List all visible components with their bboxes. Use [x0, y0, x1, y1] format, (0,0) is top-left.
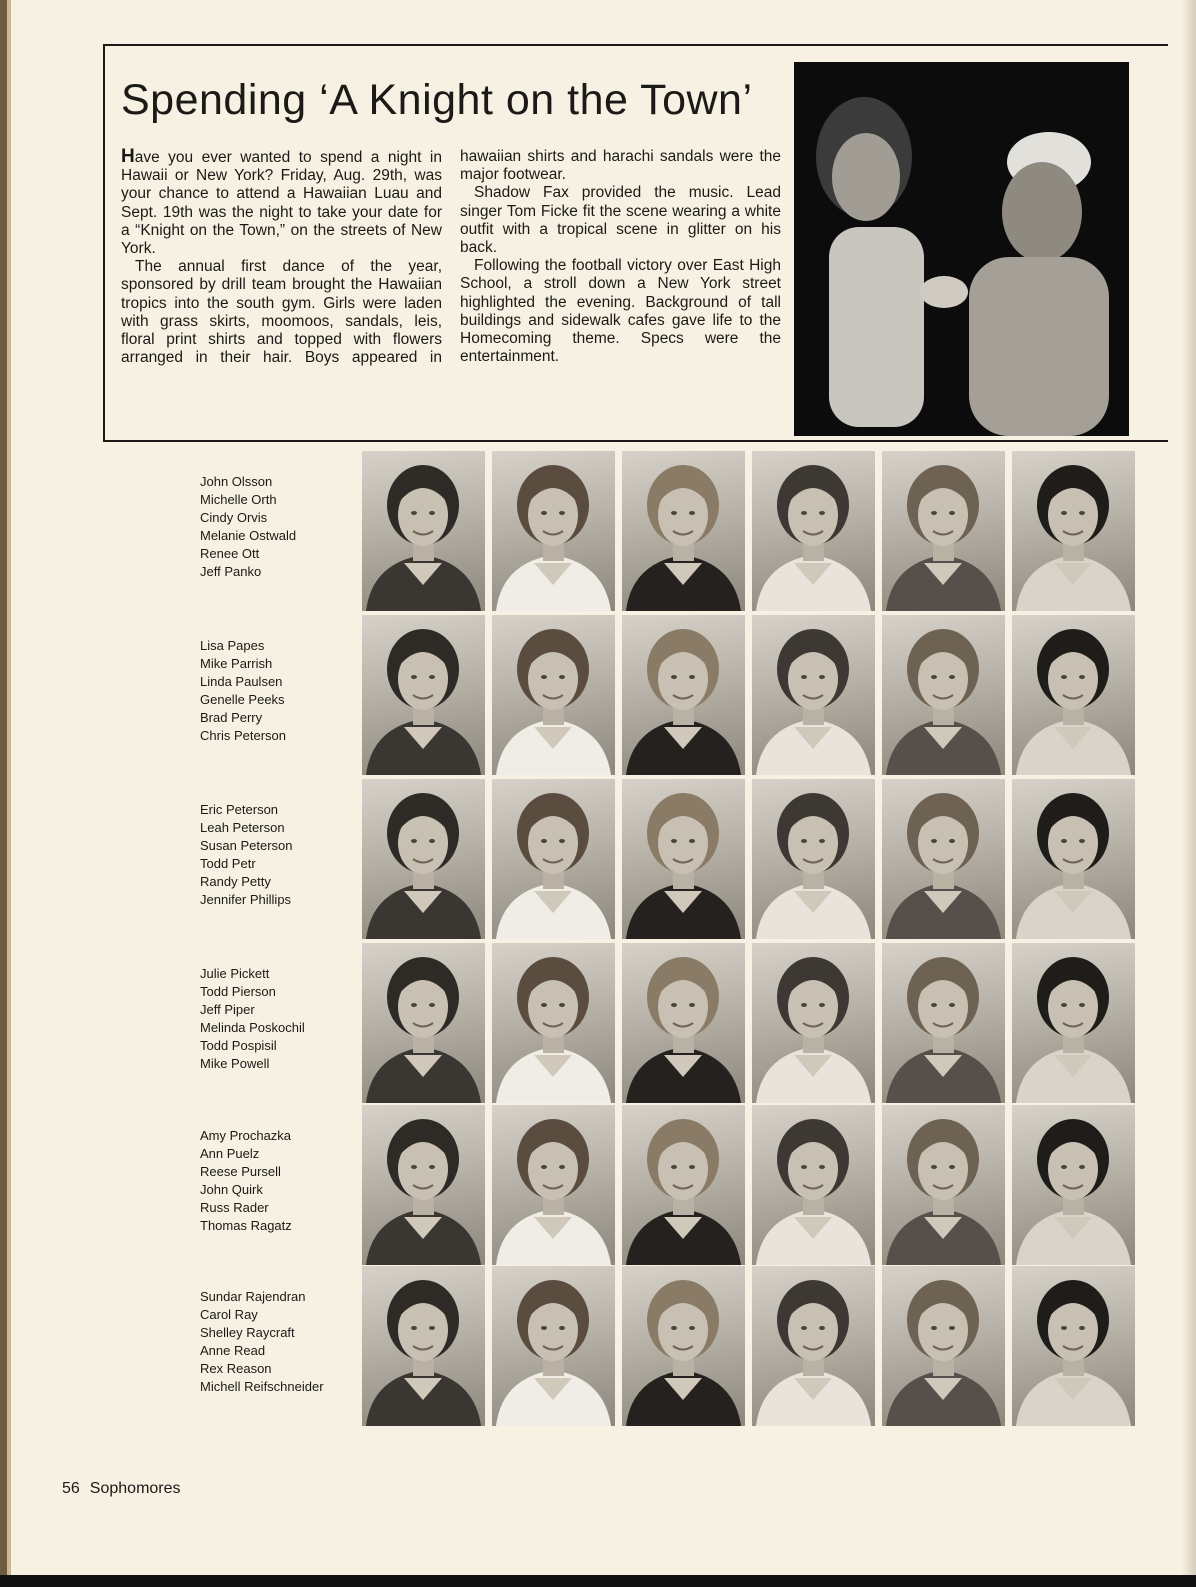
student-portrait [752, 779, 875, 939]
binding-spine [0, 0, 7, 1587]
portrait-silhouette [882, 779, 1005, 939]
student-name: Todd Pierson [200, 984, 276, 999]
name-list [200, 473, 358, 581]
portrait-silhouette [752, 1266, 875, 1426]
story-paragraph-2: The annual first dance of the year, sponsored by drill team brought the Hawaiian tropics into the south gym. Girls were laden with grass skirts, moomoos, sandals, leis, floral print shirts and topped with flowers arranged in their hair. Boys appeared in hawaiian shirts and harachi sandals were the major footwear. [121, 148, 781, 367]
portrait-silhouette [882, 451, 1005, 611]
name-list [200, 637, 358, 745]
portrait-strip [362, 451, 1135, 611]
student-portrait [1012, 615, 1135, 775]
student-portrait [362, 1105, 485, 1265]
student-portrait [622, 615, 745, 775]
portrait-silhouette [1012, 451, 1135, 611]
portrait-silhouette [1012, 1266, 1135, 1426]
student-portrait [362, 615, 485, 775]
student-portrait [882, 615, 1005, 775]
student-portrait [1012, 943, 1135, 1103]
student-name: Renee Ott [200, 546, 260, 561]
student-portrait [362, 779, 485, 939]
portrait-silhouette [622, 615, 745, 775]
student-name: Susan Peterson [200, 838, 293, 853]
student-name: Thomas Ragatz [200, 1218, 292, 1233]
page-edge-shade [1182, 0, 1196, 1587]
student-name: Sundar Rajendran [200, 1289, 306, 1304]
student-name: Randy Petty [200, 874, 271, 889]
portrait-silhouette [362, 943, 485, 1103]
portrait-silhouette [622, 1266, 745, 1426]
student-portrait [882, 779, 1005, 939]
student-portrait [492, 615, 615, 775]
portrait-silhouette [1012, 943, 1135, 1103]
dance-photo [794, 62, 1129, 436]
student-name: Cindy Orvis [200, 510, 268, 525]
page-number: 56 [62, 1480, 80, 1497]
student-name: Reese Pursell [200, 1164, 281, 1179]
portrait-silhouette [492, 1105, 615, 1265]
portrait-row-1 [200, 451, 1135, 611]
name-list [200, 965, 358, 1073]
student-name: Brad Perry [200, 710, 263, 725]
student-portrait [882, 451, 1005, 611]
student-portrait [1012, 451, 1135, 611]
student-name: Eric Peterson [200, 802, 279, 817]
portrait-silhouette [362, 1105, 485, 1265]
student-portrait [622, 1105, 745, 1265]
portrait-silhouette [1012, 779, 1135, 939]
portrait-silhouette [492, 1266, 615, 1426]
portrait-silhouette [882, 1266, 1005, 1426]
story-paragraph-4: Following the football victory over East High School, a stroll down a New York street highlighted the evening. Background of tall buildings and sidewalk cafes gave life to the Homecoming theme. Specs were the entertainment. [460, 257, 781, 366]
portrait-strip [362, 943, 1135, 1103]
student-portrait [882, 943, 1005, 1103]
portrait-silhouette [1012, 1105, 1135, 1265]
portrait-silhouette [752, 779, 875, 939]
student-name: John Quirk [200, 1182, 263, 1197]
student-name: Mike Parrish [200, 656, 273, 671]
student-name: Rex Reason [200, 1361, 272, 1376]
name-list [200, 1288, 358, 1396]
portrait-silhouette [622, 451, 745, 611]
binding-gutter [7, 0, 11, 1587]
portrait-strip [362, 615, 1135, 775]
student-name: Julie Pickett [200, 966, 270, 981]
student-portrait [362, 451, 485, 611]
section-name: Sophomores [89, 1480, 181, 1497]
story-dropcap: H [121, 146, 135, 167]
student-portrait [752, 1105, 875, 1265]
student-portrait [752, 615, 875, 775]
name-list [200, 801, 358, 909]
story-paragraph-3: Shadow Fax provided the music. Lead singer Tom Ficke fit the scene wearing a white outfit with a tropical scene in glitter on his back. [460, 184, 781, 257]
student-name: Anne Read [200, 1343, 266, 1358]
student-portrait [752, 943, 875, 1103]
student-portrait [882, 1266, 1005, 1426]
portrait-silhouette [492, 615, 615, 775]
student-name: Shelley Raycraft [200, 1325, 295, 1340]
feature-headline: Spending ‘A Knight on the Town’ [121, 76, 753, 124]
student-portrait [492, 779, 615, 939]
student-name: Todd Petr [200, 856, 256, 871]
student-portrait [492, 451, 615, 611]
portrait-row-6 [200, 1266, 1135, 1426]
feature-story-text [121, 148, 781, 367]
portrait-strip [362, 1105, 1135, 1265]
portrait-strip [362, 779, 1135, 939]
student-portrait [492, 1105, 615, 1265]
portrait-silhouette [362, 1266, 485, 1426]
portrait-row-5 [200, 1105, 1135, 1265]
portrait-silhouette [882, 615, 1005, 775]
page-bottom-edge [0, 1575, 1196, 1587]
student-portrait [752, 451, 875, 611]
student-name: Jennifer Phillips [200, 892, 292, 907]
student-name: Lisa Papes [200, 638, 265, 653]
student-portrait [622, 451, 745, 611]
student-name: Chris Peterson [200, 728, 286, 743]
student-name: Todd Pospisil [200, 1038, 277, 1053]
portrait-row-3 [200, 779, 1135, 939]
student-portrait [1012, 1105, 1135, 1265]
student-name: Melanie Ostwald [200, 528, 297, 543]
portrait-silhouette [362, 779, 485, 939]
portrait-silhouette [362, 615, 485, 775]
portrait-silhouette [622, 779, 745, 939]
portrait-silhouette [362, 451, 485, 611]
page-folio [62, 1480, 181, 1498]
portrait-silhouette [622, 943, 745, 1103]
student-name: Jeff Panko [200, 564, 262, 579]
portrait-silhouette [492, 451, 615, 611]
student-portrait [362, 1266, 485, 1426]
portrait-silhouette [882, 1105, 1005, 1265]
student-name: Michell Reifschneider [200, 1379, 324, 1394]
student-name: Russ Rader [200, 1200, 269, 1215]
student-name: Genelle Peeks [200, 692, 285, 707]
portrait-row-2 [200, 615, 1135, 775]
portrait-silhouette [752, 1105, 875, 1265]
portrait-row-4 [200, 943, 1135, 1103]
student-name: John Olsson [200, 474, 273, 489]
name-list [200, 1127, 358, 1235]
story-paragraph-1: Have you ever wanted to spend a night in Hawaii or New York? Friday, Aug. 29th, was your chance to attend a Hawaiian Luau and Sept. 19th was the night to take your date for a “Knight on the Town,” on the streets of New York. [121, 146, 442, 258]
student-portrait [622, 943, 745, 1103]
portrait-silhouette [752, 943, 875, 1103]
portrait-silhouette [492, 779, 615, 939]
student-portrait [492, 1266, 615, 1426]
student-portrait [362, 943, 485, 1103]
student-name: Jeff Piper [200, 1002, 255, 1017]
portrait-silhouette [1012, 615, 1135, 775]
student-portrait [752, 1266, 875, 1426]
student-portrait [1012, 1266, 1135, 1426]
portrait-silhouette [882, 943, 1005, 1103]
student-name: Ann Puelz [200, 1146, 260, 1161]
student-name: Leah Peterson [200, 820, 285, 835]
student-name: Amy Prochazka [200, 1128, 292, 1143]
student-name: Carol Ray [200, 1307, 258, 1322]
student-portrait [622, 1266, 745, 1426]
portrait-silhouette [752, 451, 875, 611]
student-name: Linda Paulsen [200, 674, 283, 689]
student-name: Michelle Orth [200, 492, 277, 507]
portrait-silhouette [752, 615, 875, 775]
student-name: Melinda Poskochil [200, 1020, 305, 1035]
student-portrait [882, 1105, 1005, 1265]
student-portrait [622, 779, 745, 939]
portrait-silhouette [492, 943, 615, 1103]
portrait-strip [362, 1266, 1135, 1426]
student-name: Mike Powell [200, 1056, 270, 1071]
student-portrait [492, 943, 615, 1103]
portrait-silhouette [622, 1105, 745, 1265]
student-portrait [1012, 779, 1135, 939]
